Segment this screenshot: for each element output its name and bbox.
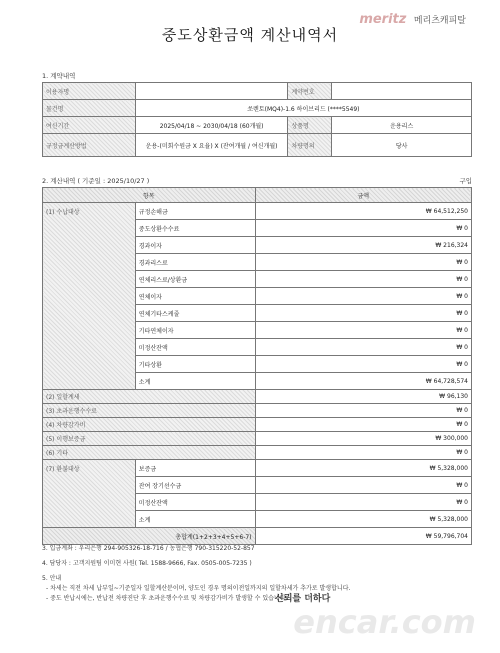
contract-label: 상품명 bbox=[288, 117, 332, 134]
item-name: (5) 이행보증금 bbox=[43, 432, 256, 446]
calc-unit: 구입 bbox=[459, 177, 472, 185]
contract-value: 운용리스 bbox=[332, 117, 472, 134]
table-row bbox=[43, 460, 472, 477]
col-amount-header: 금액 bbox=[255, 188, 471, 203]
item-name: 보증금 bbox=[135, 460, 255, 477]
notice-line-2: - 중도 반납시에는, 반납전 차량진단 후 초과운행수수료 및 차량감가비가 발생할 수 있습니다. bbox=[46, 595, 288, 602]
contract-row bbox=[43, 117, 472, 134]
document-title: 중도상환금액 계산내역서 bbox=[161, 26, 339, 44]
item-name: (3) 초과운행수수료 bbox=[43, 404, 256, 418]
item-name: 연체리스료/상환금 bbox=[135, 271, 255, 288]
encar-watermark: encar.com bbox=[293, 603, 476, 641]
item-amount: ₩ 0 bbox=[255, 271, 471, 288]
notice-heading: 5. 안내 bbox=[42, 575, 62, 582]
item-amount: ₩ 0 bbox=[255, 418, 471, 432]
total-amount: ₩ 59,796,704 bbox=[255, 528, 471, 545]
table-row bbox=[43, 446, 472, 460]
item-amount: ₩ 300,000 bbox=[255, 432, 471, 446]
item-name: 미정산잔액 bbox=[135, 494, 255, 511]
contract-value: 당사 bbox=[332, 134, 472, 157]
notice-line-1: - 차세는 직전 차세 납부일~기준일자 일할계산분이며, 양도인 경우 명의이전일까지의 일할차세가 추가로 발생합니다. bbox=[46, 585, 351, 592]
contract-row bbox=[43, 134, 472, 157]
brand-name: meritz bbox=[359, 12, 407, 27]
total-label: 총합계(1+2+3+4+5+6-7) bbox=[43, 528, 256, 545]
item-name: 소계 bbox=[135, 373, 255, 390]
item-name: (6) 기타 bbox=[43, 446, 256, 460]
table-row bbox=[43, 404, 472, 418]
item-amount: ₩ 0 bbox=[255, 494, 471, 511]
table-row bbox=[43, 390, 472, 404]
item-name: 연체기타스케줄 bbox=[135, 305, 255, 322]
item-name: (4) 차량감가비 bbox=[43, 418, 256, 432]
item-name: 규정손해금 bbox=[135, 203, 255, 220]
item-name: 경과이자 bbox=[135, 237, 255, 254]
item-name: 중도상환수수료 bbox=[135, 220, 255, 237]
contract-label: 규정금계산방법 bbox=[43, 134, 136, 157]
contract-label: 물건명 bbox=[43, 100, 136, 117]
item-name: 잔여 장기선수금 bbox=[135, 477, 255, 494]
item-name: 소계 bbox=[135, 511, 255, 528]
table-row bbox=[43, 432, 472, 446]
item-amount: ₩ 64,728,574 bbox=[255, 373, 471, 390]
table-row bbox=[43, 203, 472, 220]
item-amount: ₩ 0 bbox=[255, 477, 471, 494]
item-amount: ₩ 64,512,250 bbox=[255, 203, 471, 220]
group-refund-label: (7) 환불대상 bbox=[43, 460, 136, 528]
contract-value bbox=[135, 83, 288, 100]
item-name: 연체이자 bbox=[135, 288, 255, 305]
contract-section-title: 1. 계약내역 bbox=[42, 72, 76, 80]
item-amount: ₩ 96,130 bbox=[255, 390, 471, 404]
calc-section-title: 2. 계산내역 ( 기준일 : 2025/10/27 ) bbox=[42, 177, 150, 185]
item-amount: ₩ 5,328,000 bbox=[255, 511, 471, 528]
item-amount: ₩ 0 bbox=[255, 305, 471, 322]
item-amount: ₩ 0 bbox=[255, 322, 471, 339]
item-amount: ₩ 0 bbox=[255, 220, 471, 237]
item-name: 경과리스료 bbox=[135, 254, 255, 271]
contract-row bbox=[43, 83, 472, 100]
brand-name-korean: 메리츠캐피탈 bbox=[413, 16, 466, 26]
contract-label: 이용자명 bbox=[43, 83, 136, 100]
col-item-header: 항목 bbox=[43, 188, 256, 203]
item-amount: ₩ 0 bbox=[255, 404, 471, 418]
item-amount: ₩ 0 bbox=[255, 339, 471, 356]
contact-person: 4. 담당자 : 고객지원팀 이미현 사원( Tel. 1588-9666, Fax. 0505-005-7235 ) bbox=[42, 560, 252, 567]
contract-label: 계약번호 bbox=[288, 83, 332, 100]
contract-label: 여신기간 bbox=[43, 117, 136, 134]
deposit-account: 3. 입금계좌 : 우리은행 294-905326-18-716 / 농협은행 790-315220-52-857 bbox=[42, 545, 255, 552]
contract-label: 차량명의 bbox=[288, 134, 332, 157]
calc-header-row bbox=[43, 188, 472, 203]
group-collect-label: (1) 수납대상 bbox=[43, 203, 136, 390]
contract-table bbox=[42, 82, 472, 157]
contract-value: 2025/04/18 ~ 2030/04/18 (60개월) bbox=[135, 117, 288, 134]
item-amount: ₩ 216,324 bbox=[255, 237, 471, 254]
item-amount: ₩ 0 bbox=[255, 446, 471, 460]
item-amount: ₩ 0 bbox=[255, 254, 471, 271]
total-row bbox=[43, 528, 472, 545]
item-name: 기타연체이자 bbox=[135, 322, 255, 339]
item-name: 미정산잔액 bbox=[135, 339, 255, 356]
table-row bbox=[43, 418, 472, 432]
item-name: 기타상환 bbox=[135, 356, 255, 373]
contract-value: 쏘렌토(MQ4)-1.6 하이브리드 (****5549) bbox=[135, 100, 471, 117]
item-amount: ₩ 5,328,000 bbox=[255, 460, 471, 477]
item-amount: ₩ 0 bbox=[255, 356, 471, 373]
item-name: (2) 일할계세 bbox=[43, 390, 256, 404]
contract-value bbox=[332, 83, 472, 100]
contract-row bbox=[43, 100, 472, 117]
slogan: 신뢰를 더하다 bbox=[275, 594, 331, 604]
contract-value: 운용-(미회수원금 X 요율) X (잔여개월 / 여신개월) bbox=[135, 134, 288, 157]
calc-table bbox=[42, 187, 472, 545]
item-amount: ₩ 0 bbox=[255, 288, 471, 305]
